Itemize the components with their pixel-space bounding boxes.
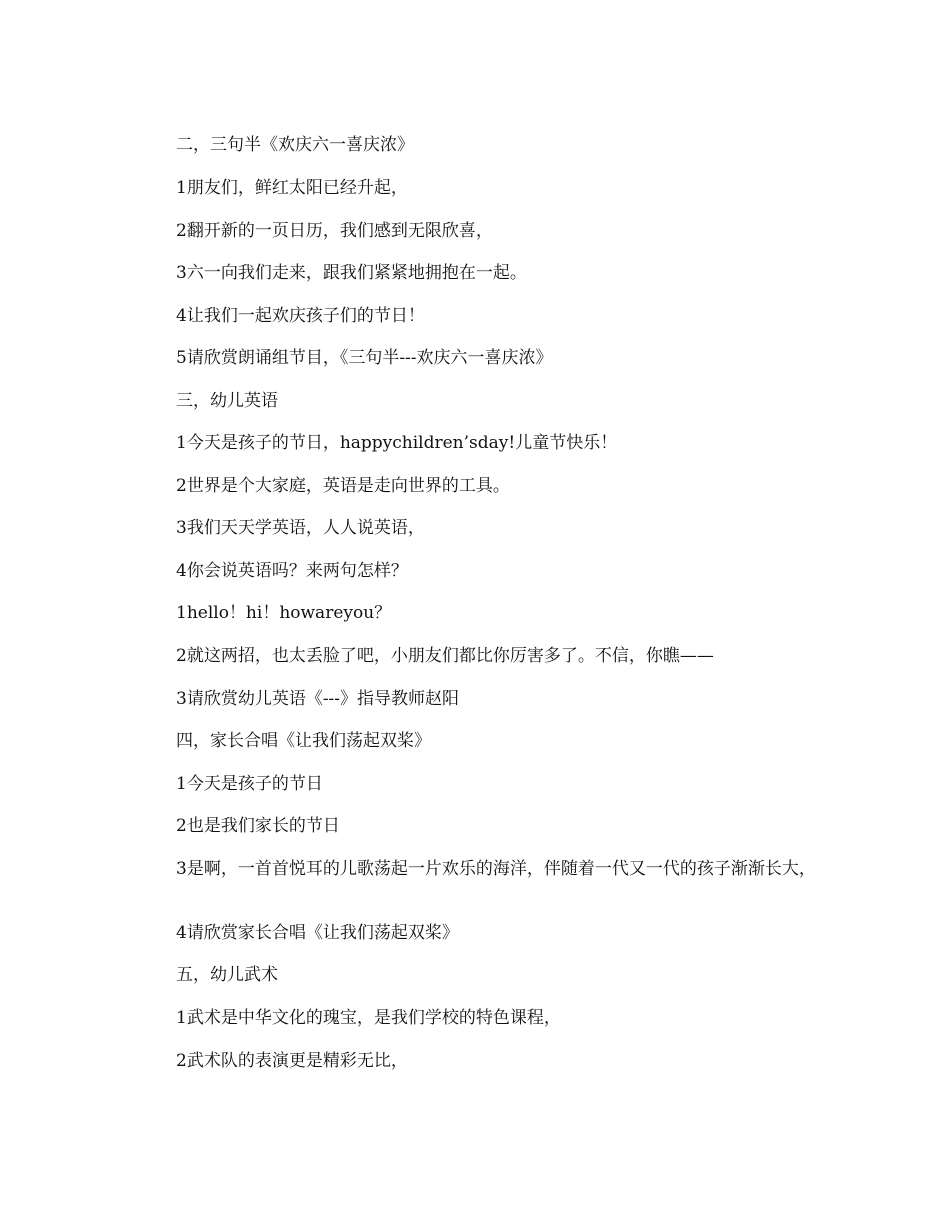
paragraph-line: 2武术队的表演更是精彩无比， [176, 1051, 408, 1071]
paragraph-wrapped: 3是啊，一首首悦耳的儿歌荡起一片欢乐的海洋，伴随着一代又一代的孩子渐渐长大， [176, 859, 816, 879]
section-heading-sanjuban: 二，三句半《欢庆六一喜庆浓》 [176, 135, 414, 155]
paragraph-line: 1今天是孩子的节日，happychildren’sday!儿童节快乐！ [176, 433, 618, 453]
paragraph-line: 3我们天天学英语，人人说英语， [176, 518, 425, 538]
paragraph-line: 4你会说英语吗？来两句怎样？ [176, 561, 408, 581]
section-heading-english: 三，幼儿英语 [176, 391, 278, 411]
paragraph-line: 1hello！hi！howareyou？ [176, 603, 392, 623]
paragraph-line: 4让我们一起欢庆孩子们的节日！ [176, 306, 425, 326]
paragraph-line: 4请欣赏家长合唱《让我们荡起双桨》 [176, 923, 459, 943]
paragraph-line: 2也是我们家长的节日 [176, 816, 340, 836]
paragraph-line: 1今天是孩子的节日 [176, 774, 323, 794]
paragraph-line: 2世界是个大家庭，英语是走向世界的工具。 [176, 476, 510, 496]
paragraph-line: 1朋友们，鲜红太阳已经升起， [176, 178, 408, 198]
section-heading-parents-choir: 四，家长合唱《让我们荡起双桨》 [176, 731, 431, 751]
paragraph-line: 1武术是中华文化的瑰宝，是我们学校的特色课程， [176, 1008, 561, 1028]
paragraph-line: 3六一向我们走来，跟我们紧紧地拥抱在一起。 [176, 263, 527, 283]
paragraph-line: 2就这两招，也太丢脸了吧，小朋友们都比你厉害多了。不信，你瞧—— [176, 646, 714, 666]
paragraph-line: 3请欣赏幼儿英语《---》指导教师赵阳 [176, 689, 460, 709]
paragraph-line: 2翻开新的一页日历，我们感到无限欣喜， [176, 221, 493, 241]
section-heading-wushu: 五，幼儿武术 [176, 965, 278, 985]
paragraph-line: 5请欣赏朗诵组节目，《三句半---欢庆六一喜庆浓》 [176, 348, 553, 368]
